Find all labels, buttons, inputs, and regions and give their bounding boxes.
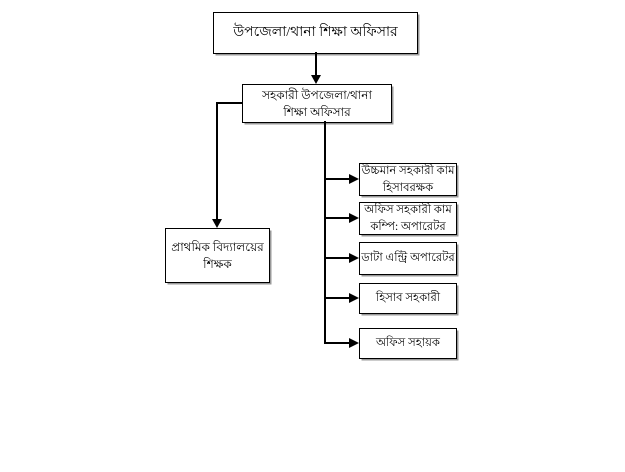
- node-label: শিক্ষা অফিসার: [283, 104, 351, 119]
- arrowhead-right-icon: [349, 338, 359, 348]
- node-data-entry-operator: [359, 242, 457, 275]
- node-office-helper: [359, 328, 457, 359]
- node-assistant-education-officer: [242, 84, 392, 123]
- node-label: ডাটা এন্ট্রি অপারেটর: [361, 252, 455, 265]
- node-label: হিসাবরক্ষক: [382, 181, 434, 194]
- connector-assistant-to-teacher-horizontal: [216, 102, 243, 104]
- node-upper-division-assistant-cum-accountant: [359, 163, 457, 196]
- connector-branch-staff-2: [324, 217, 349, 219]
- node-label: সহকারী উপজেলা/থানা: [262, 87, 372, 102]
- connector-top-to-assistant: [315, 52, 317, 77]
- connector-branch-staff-3: [324, 257, 349, 259]
- node-upazila-thana-education-officer: [213, 12, 418, 54]
- connector-branch-staff-5: [324, 342, 349, 344]
- connector-staff-trunk: [324, 121, 326, 344]
- node-label: কম্পি: অপারেটর: [370, 220, 446, 233]
- node-accounts-assistant: [359, 283, 457, 314]
- arrowhead-right-icon: [349, 293, 359, 303]
- arrowhead-right-icon: [349, 253, 359, 263]
- node-office-assistant-cum-computer-operator: [359, 202, 457, 235]
- arrowhead-right-icon: [349, 213, 359, 223]
- node-label: অফিস সহকারী কাম: [364, 204, 452, 217]
- node-label: হিসাব সহকারী: [375, 292, 441, 305]
- connector-branch-staff-4: [324, 297, 349, 299]
- node-label: শিক্ষক: [203, 256, 232, 271]
- node-label: অফিস সহায়ক: [376, 337, 440, 350]
- node-primary-school-teacher: [165, 228, 270, 283]
- connector-branch-staff-1: [324, 178, 349, 180]
- arrowhead-right-icon: [349, 174, 359, 184]
- node-label: প্রাথমিক বিদ্যালয়ের: [171, 239, 264, 254]
- connector-assistant-to-teacher-vertical: [216, 102, 218, 220]
- arrowhead-down-icon: [212, 219, 222, 228]
- arrowhead-down-icon: [311, 75, 321, 84]
- node-label: উপজেলা/থানা শিক্ষা অফিসার: [233, 25, 398, 41]
- node-label: উচ্চমান সহকারী কাম: [361, 165, 455, 178]
